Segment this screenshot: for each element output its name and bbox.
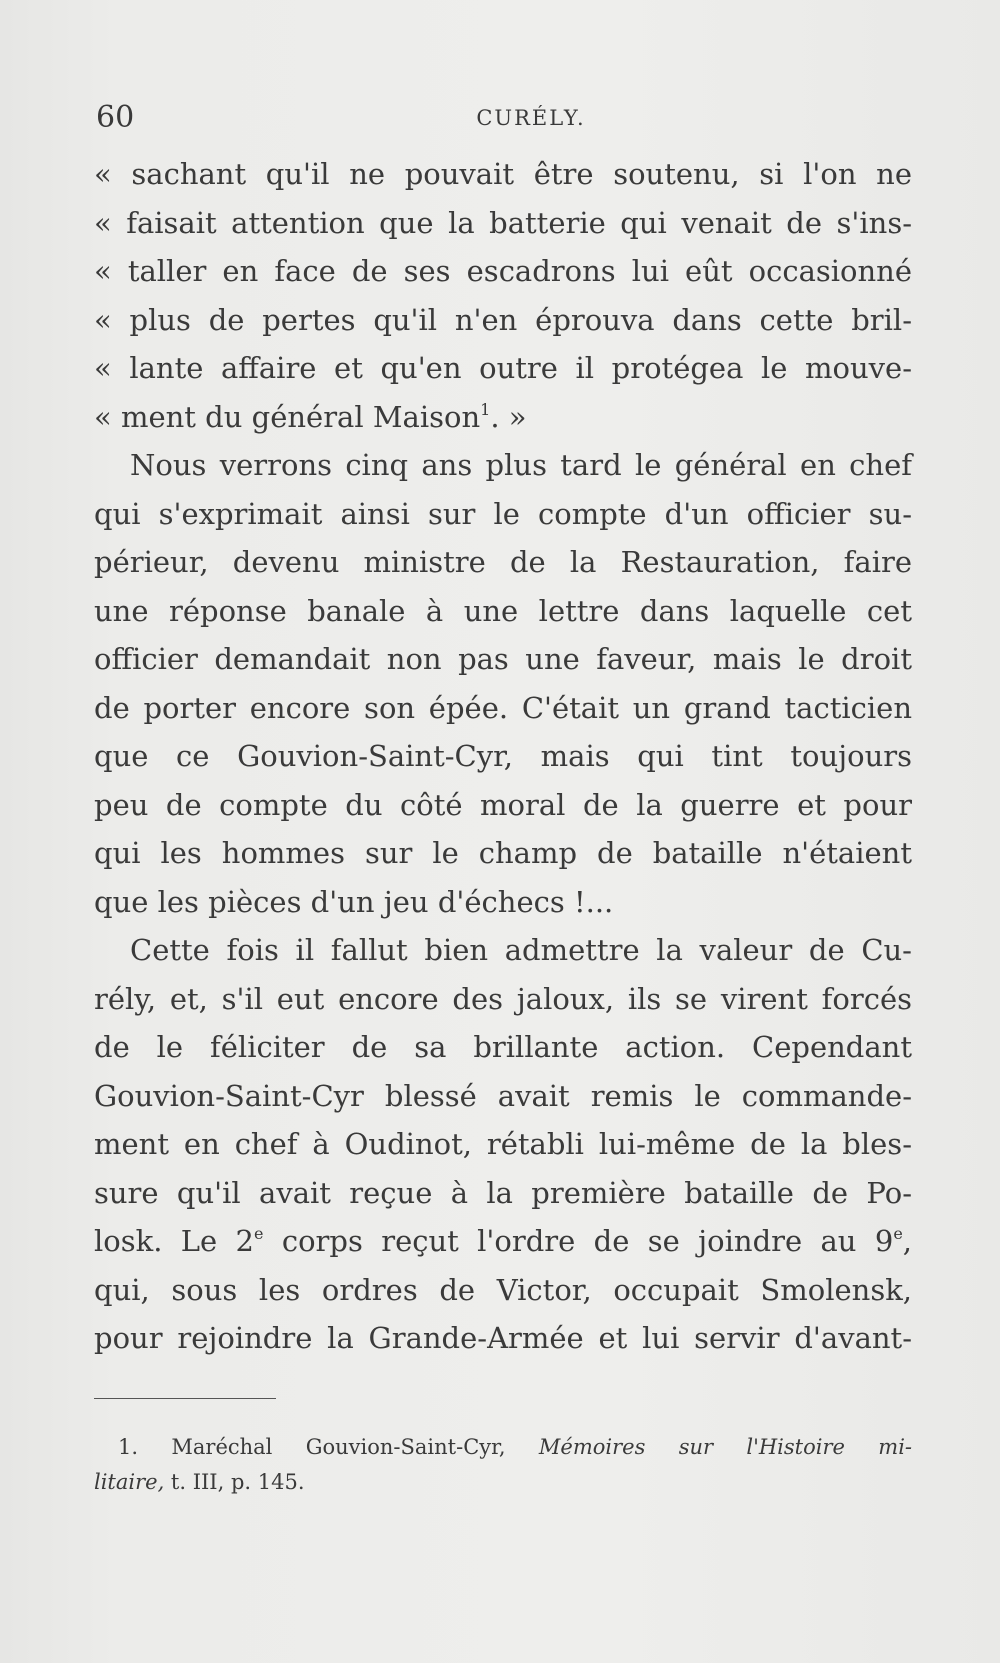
text-line: « taller en face de ses escadrons lui eût occasionné (94, 254, 912, 288)
text-line: que les pièces d'un jeu d'échecs !... (94, 884, 614, 919)
footnote (94, 1430, 912, 1500)
ordinal-superscript: e (893, 1224, 903, 1243)
text-line (94, 1217, 912, 1266)
text-line: Cette fois il fallut bien admettre la valeur de Cu- (130, 933, 912, 967)
text-line: « lante affaire et qu'en outre il protégea le mouve- (94, 351, 912, 385)
footnote-number: 1. (118, 1435, 172, 1459)
footnote-rule (94, 1398, 276, 1399)
footnote-text: Maréchal Gouvion-Saint-Cyr, (171, 1435, 539, 1459)
text-line: une réponse banale à une lettre dans laquelle cet (94, 593, 912, 628)
footnote-title: Mémoires sur l'Histoire mi- (538, 1435, 913, 1459)
text-line (94, 393, 912, 442)
quote-end-text: « ment du général Maison (94, 399, 481, 434)
text-line: qui, sous les ordres de Victor, occupait Smolensk, (94, 1272, 912, 1307)
text-line: pour rejoindre la Grande-Armée et lui servir d'avant- (94, 1321, 912, 1355)
quote-close: . » (490, 399, 527, 434)
footnote-title: litaire, (94, 1470, 165, 1494)
footnote-line (94, 1465, 912, 1500)
footnote-text: t. III, p. 145. (164, 1470, 305, 1494)
text-line: de porter encore son épée. C'était un grand tacticien (94, 690, 912, 725)
text-line: qui les hommes sur le champ de bataille n'étaient (94, 836, 912, 870)
text-line: « faisait attention que la batterie qui venait de s'ins- (94, 205, 912, 240)
text-line: Nous verrons cinq ans plus tard le général en chef (130, 448, 912, 482)
ordinal-superscript: e (254, 1224, 264, 1243)
text-line: Gouvion-Saint-Cyr blessé avait remis le commande- (94, 1078, 912, 1113)
text-line: rély, et, s'il eut encore des jaloux, ils se virent forcés (94, 981, 912, 1016)
footnote-ref: 1 (480, 399, 491, 419)
running-head: CURÉLY. (476, 106, 586, 130)
text-run: corps reçut l'ordre de se joindre au 9 (263, 1224, 894, 1258)
text-line: « plus de pertes qu'il n'en éprouva dans cette bril- (94, 302, 912, 337)
page-number: 60 (96, 100, 135, 135)
text-line: qui s'exprimait ainsi sur le compte d'un officier su- (94, 496, 912, 531)
text-line: de le féliciter de sa brillante action. Cependant (94, 1030, 912, 1064)
text-line: ment en chef à Oudinot, rétabli lui-même de la bles- (94, 1127, 912, 1161)
text-line: que ce Gouvion-Saint-Cyr, mais qui tint toujours (94, 739, 912, 773)
text-run: , (902, 1224, 912, 1258)
text-line: périeur, devenu ministre de la Restauration, faire (94, 545, 912, 579)
footnote-line (94, 1430, 912, 1465)
text-line: sure qu'il avait reçue à la première bataille de Po- (94, 1175, 912, 1210)
page-header (90, 100, 912, 144)
body-text (94, 150, 912, 1363)
text-run: losk. Le 2 (94, 1224, 254, 1258)
text-line: officier demandait non pas une faveur, mais le droit (94, 642, 912, 676)
text-line: peu de compte du côté moral de la guerre et pour (94, 787, 912, 822)
text-line: « sachant qu'il ne pouvait être soutenu, si l'on ne (94, 157, 912, 191)
